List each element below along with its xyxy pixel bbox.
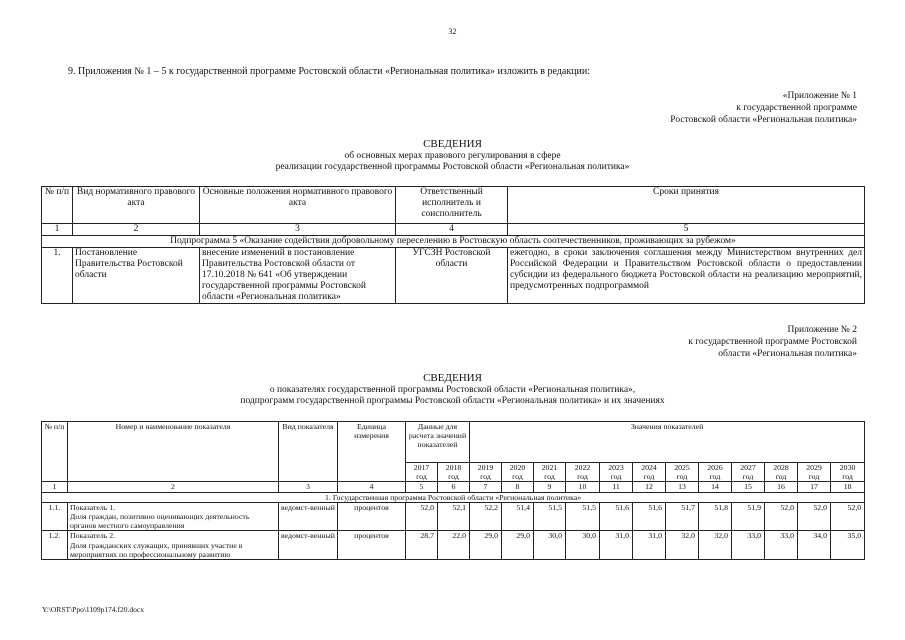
indicator-value: 51,4: [502, 502, 534, 531]
year-header: [765, 463, 798, 482]
year-label: 2027: [740, 463, 756, 472]
column-number: 1: [42, 224, 73, 236]
indicator-value: 52,0: [406, 502, 438, 531]
year-header: [633, 463, 666, 482]
indicator-value: 52,0: [831, 502, 865, 531]
indicator-value: 29,0: [470, 531, 502, 560]
act-type: Постановление Правительства Ростовской области: [73, 248, 200, 304]
indicator-name: [68, 531, 279, 560]
section-heading: СВЕДЕНИЯ: [423, 138, 482, 150]
column-number: 17: [798, 482, 831, 492]
header-cell: № п/п: [42, 422, 68, 482]
indicator-value: 51,6: [633, 502, 666, 531]
year-suffix: год: [842, 472, 853, 482]
indicator-value: 52,0: [765, 502, 798, 531]
column-number: 18: [831, 482, 865, 492]
year-suffix: год: [643, 472, 655, 482]
indicator-value: 51,6: [600, 502, 633, 531]
column-number: 4: [338, 482, 406, 492]
indicators-table: [41, 421, 865, 560]
column-number: 1: [42, 482, 68, 492]
column-number: 8: [502, 482, 534, 492]
subprogram-row: Подпрограмма 5 «Оказание содействия добровольному переселению в Ростовскую область соотечественников, проживающих за рубежом»: [42, 236, 865, 248]
year-suffix: год: [512, 472, 523, 482]
appendix-2-line: к государственной программе Ростовской: [688, 337, 857, 347]
column-number: 3: [200, 224, 396, 236]
page-number: 32: [448, 27, 457, 36]
year-suffix: год: [480, 472, 491, 482]
indicator-value: 22,0: [438, 531, 470, 560]
header-cell: Основные положения нормативного правового акта: [200, 187, 396, 224]
indicator-unit: процентов: [338, 502, 406, 531]
indicator-value: 32,0: [699, 531, 732, 560]
year-suffix: год: [742, 472, 754, 482]
legal-acts-table: [41, 186, 865, 304]
year-header: [566, 463, 600, 482]
column-number: 14: [699, 482, 732, 492]
year-header: [502, 463, 534, 482]
row-number: 1.1.: [42, 502, 68, 531]
year-suffix: год: [544, 472, 555, 482]
year-header: [732, 463, 765, 482]
year-suffix: год: [775, 472, 787, 482]
header-cell: Ответственный исполнитель и соисполнитель: [396, 187, 508, 224]
appendix-1-line: к государственной программе: [736, 103, 857, 113]
indicator-value: 35,0: [831, 531, 865, 560]
appendix-2-caption: [688, 324, 857, 360]
indicator-description: Доля гражданских служащих, принявших участие в мероприятиях по профессиональному развитию: [70, 540, 243, 559]
indicator-value: 52,2: [470, 502, 502, 531]
file-path-footer: Y:\ORST\Ppo\1109p174.f20.docx: [42, 605, 144, 614]
indicator-value: 51,5: [566, 502, 600, 531]
column-number: 7: [470, 482, 502, 492]
indicator-value: 34,0: [798, 531, 831, 560]
header-cell: Единица измерения: [338, 422, 406, 482]
indicator-value: 31,0: [633, 531, 666, 560]
year-header: [600, 463, 633, 482]
year-label: 2019: [477, 463, 494, 472]
year-suffix: год: [676, 472, 688, 482]
year-label: 2020: [509, 463, 526, 472]
column-number: 12: [633, 482, 666, 492]
header-cell: Данные для расчета значений показателей: [406, 422, 470, 463]
section-subtitle: подпрограмм государственной программы Ростовской области «Региональная политика» и их значениях: [240, 396, 665, 406]
year-suffix: год: [448, 472, 459, 482]
header-cell: Вид нормативного правового акта: [73, 187, 200, 224]
column-number: 3: [279, 482, 338, 492]
year-label: 2023: [608, 463, 624, 472]
column-number: 2: [68, 482, 279, 492]
act-executor: УГСЗН Ростовской области: [396, 248, 508, 304]
indicator-title: Показатель 1.: [70, 502, 116, 512]
column-number: 11: [600, 482, 633, 492]
intro-line: 9. Приложения № 1 – 5 к государственной программе Ростовской области «Региональная политика» изложить в редакции:: [68, 66, 591, 77]
year-header: [666, 463, 699, 482]
section-subtitle: реализации государственной программы Ростовской области «Региональная политика»: [275, 162, 630, 172]
indicator-value: 28,7: [406, 531, 438, 560]
column-number: 5: [406, 482, 438, 492]
column-number: 16: [765, 482, 798, 492]
appendix-1-line: «Приложение № 1: [782, 91, 857, 101]
section-subtitle: о показателях государственной программы Ростовской области «Региональная политика»,: [269, 384, 636, 395]
year-header: [798, 463, 831, 482]
indicator-title: Показатель 2.: [70, 531, 116, 541]
year-label: 2028: [773, 463, 789, 472]
header-cell: Сроки принятия: [508, 187, 865, 224]
year-suffix: год: [610, 472, 622, 482]
column-number: 9: [534, 482, 566, 492]
table-row: [42, 248, 865, 304]
column-number: 13: [666, 482, 699, 492]
year-header: [831, 463, 865, 482]
appendix-1-line: Ростовской области «Региональная политика»: [670, 115, 857, 125]
column-number: 6: [438, 482, 470, 492]
program-section-row: 1. Государственная программа Ростовской области «Региональная политика»: [42, 492, 865, 502]
year-label: 2017: [413, 463, 430, 472]
section-2-title: [0, 373, 905, 408]
indicator-kind: ведомст-венный: [279, 531, 338, 560]
indicator-value: 30,0: [534, 531, 566, 560]
indicator-value: 52,1: [438, 502, 470, 531]
year-header: [406, 463, 438, 482]
column-number: 5: [508, 224, 865, 236]
year-suffix: год: [416, 472, 427, 482]
indicator-value: 33,0: [732, 531, 765, 560]
year-header: [699, 463, 732, 482]
indicator-value: 51,5: [534, 502, 566, 531]
appendix-1-caption: [670, 90, 857, 126]
indicator-value: 52,0: [798, 502, 831, 531]
header-cell: Значения показателей: [470, 422, 865, 463]
column-number-row: [42, 482, 865, 492]
indicator-value: 30,0: [566, 531, 600, 560]
year-label: 2021: [541, 463, 558, 472]
indicator-value: 51,9: [732, 502, 765, 531]
row-number: 1.2.: [42, 531, 68, 560]
act-provisions: внесение изменений в постановление Правительства Ростовской области от 17.10.2018 № 641 «Об утверждении государственной программы Ростовской области «Региональная политика»: [200, 248, 396, 304]
year-header: [438, 463, 470, 482]
year-label: 2018: [445, 463, 462, 472]
table-row: [42, 502, 865, 531]
year-label: 2024: [641, 463, 657, 472]
year-suffix: год: [577, 472, 588, 482]
section-1-title: [0, 139, 905, 174]
year-label: 2030: [839, 463, 856, 472]
indicator-description: Доля граждан, позитивно оценивающих деятельность органов местного самоуправления: [70, 512, 250, 531]
indicator-name: [68, 502, 279, 531]
indicator-value: 32,0: [666, 531, 699, 560]
section-subtitle: об основных мерах правового регулирования в сфере: [344, 150, 561, 161]
indicator-value: 51,7: [666, 502, 699, 531]
indicator-value: 33,0: [765, 531, 798, 560]
year-label: 2026: [707, 463, 723, 472]
act-terms: ежегодно, в сроки заключения соглашения между Министерством внутренних дел Российской Федерации и Правительством Ростовской области о предоставлении субсидии из федерального бюджета Ростовской области на реализацию мероприятий, предусмотренных подпрограммой: [508, 248, 865, 304]
column-number: 15: [732, 482, 765, 492]
year-header: [470, 463, 502, 482]
year-label: 2022: [574, 463, 591, 472]
indicator-unit: процентов: [338, 531, 406, 560]
appendix-2-line: Приложение № 2: [787, 325, 857, 335]
header-cell: Номер и наименование показателя: [68, 422, 279, 482]
year-label: 2025: [674, 463, 690, 472]
indicator-value: 51,8: [699, 502, 732, 531]
year-label: 2029: [806, 463, 822, 472]
column-number: 4: [396, 224, 508, 236]
table-row: [42, 531, 865, 560]
section-heading: СВЕДЕНИЯ: [423, 372, 482, 384]
row-number: 1.: [42, 248, 73, 304]
indicator-value: 29,0: [502, 531, 534, 560]
column-number: 10: [566, 482, 600, 492]
header-cell: № п/п: [42, 187, 73, 224]
year-suffix: год: [709, 472, 721, 482]
appendix-2-line: области «Региональная политика»: [718, 349, 857, 359]
header-cell: Вид показателя: [279, 422, 338, 482]
indicator-value: 31,0: [600, 531, 633, 560]
year-suffix: год: [808, 472, 820, 482]
indicator-kind: ведомст-венный: [279, 502, 338, 531]
column-number: 2: [73, 224, 200, 236]
year-header: [534, 463, 566, 482]
